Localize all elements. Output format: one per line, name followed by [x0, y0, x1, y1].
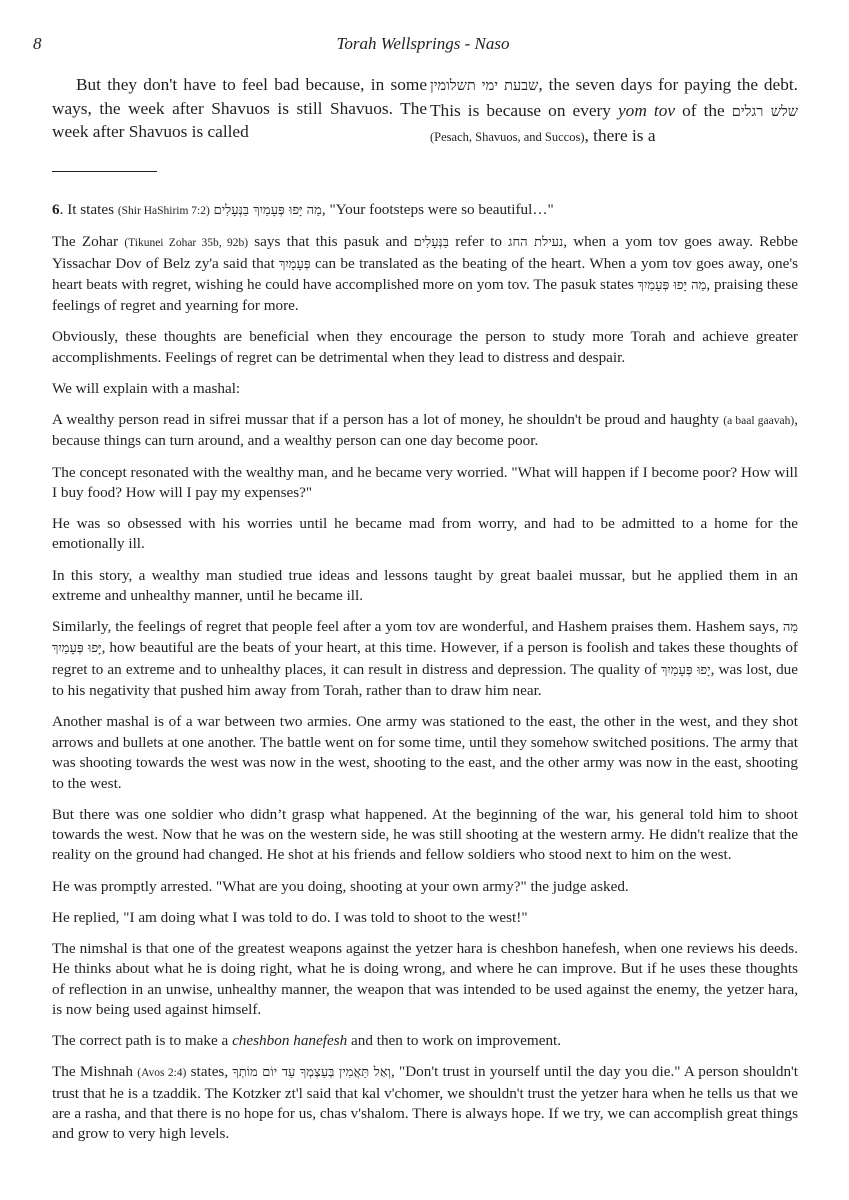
italic-text: yom tov — [618, 100, 676, 120]
hebrew-text: מַה יָּפוּ פְּעָמַיִךְ — [52, 620, 798, 657]
source-citation: (Tikunei Zohar 35b, 92b) — [124, 237, 249, 250]
footnote-separator — [52, 171, 157, 172]
footnote-paragraph: He was promptly arrested. "What are you doing, shooting at your own army?" the judge asked. — [52, 877, 629, 895]
text-run: refer to — [449, 233, 509, 251]
page-header — [33, 34, 813, 58]
text-run: , "Your footsteps were so beautiful…" — [321, 201, 554, 218]
hebrew-text: נעילת החג — [508, 235, 564, 251]
running-title: Torah Wellsprings - Naso — [336, 34, 510, 53]
footnote-paragraph — [52, 1031, 798, 1051]
italic-text: cheshbon hanefesh — [232, 1032, 348, 1050]
footnote-paragraph — [52, 1062, 798, 1145]
hebrew-text: שבעת ימי תשלומין — [430, 78, 539, 94]
text-run: , was lost, due to his negativity that pushed him away from Torah, rather than to draw him near. — [52, 660, 799, 700]
footnote-paragraph: We will explain with a mashal: — [52, 379, 241, 397]
hebrew-text: מַה יָּפוּ פְּעָמַיִךְ — [637, 277, 707, 293]
parenthetical: (Pesach, Shavuos, and Succos) — [430, 130, 585, 145]
footnote-paragraph: He was so obsessed with his worries until he became mad from worry, and had to be admitted to a home for the emotionally ill. — [52, 515, 798, 553]
source-citation: (Shir HaShirim 7:2) — [117, 205, 210, 217]
text-run: and then to work on improvement. — [347, 1032, 562, 1050]
text-run: can be translated as the beating of the heart. When a yom tov goes away, one's heart beats with regret, wishing he could have accomplished more on yom tov. The pasuk states — [52, 254, 798, 293]
footnote-paragraph: Obviously, these thoughts are beneficial when they encourage the person to study more Torah and achieve greater accomplishments. Feelings of regret can be detrimental when they lead to distress and despair. — [52, 328, 798, 366]
text-run: A wealthy person read in sifrei mussar that if a person has a lot of money, he shouldn't be proud and haughty — [52, 411, 724, 428]
footnote-number: 6 — [52, 201, 60, 218]
body-paragraph — [430, 73, 798, 150]
hebrew-text: בַּנְּעָלִים — [413, 235, 450, 251]
footnote-paragraph: Another mashal is of a war between two armies. One army was stationed to the east, the other in the west, and they shot arrows and bullets at one another. The battle went on for some time, until they somehow switched positions. The army that was shooting towards the west was now in the west, shooting to the east, and the other army was now in the east, shooting to the west. — [52, 713, 798, 792]
text-run: , "Don't trust in yourself until the day you die." A person shouldn't trust that he is a tzaddik. The Kotzker zt'l said that kal v'chomer, we shouldn't trust the yetzer hara when he tells us that we are a rasha, and that there is no hope for us, chas v'shalom. There is always hope. If we try, we can accomplish great things and grow to very high levels. — [52, 1063, 799, 1143]
footnote-paragraph — [52, 617, 798, 702]
text-run: . It states — [59, 201, 118, 218]
footnote-paragraph: The concept resonated with the wealthy man, and he became very worried. "What will happen if I become poor? How will I buy food? How will I pay my expenses?" — [52, 463, 798, 501]
footnote-paragraph: But there was one soldier who didn’t grasp what happened. At the beginning of the war, his general told him to shoot towards the west. Now that he was on the western side, he was still shooting at the western army. He didn't realize that the reality on the ground had changed. He shot at his friends and fellow soldiers who stood next to him on the west. — [52, 805, 798, 864]
text-run: The Zohar — [52, 233, 125, 251]
footnote-paragraph: The nimshal is that one of the greatest weapons against the yetzer hara is cheshbon hanefesh, when one reviews his deeds. He thinks about what he is doing right, what he is doing wrong, and where he can improve. But if he uses these thoughts of reflection in an unwise, unhealthy manner, the weapon that was intended to be used against the enemy, the yetzer hara, is now being used against himself. — [52, 939, 798, 1018]
body-paragraph: But they don't have to feel bad because, in some ways, the week after Shavuos is still Shavuos. The week after Shavuos is called — [52, 75, 427, 142]
hebrew-text: וְאַל תַּאֲמִין בְּעַצְמְךָ עַד יוֹם מוֹתְךָ — [232, 1065, 391, 1081]
text-run: , praising these feelings of regret and yearning for more. — [52, 275, 798, 315]
source-citation: (Avos 2:4) — [137, 1067, 187, 1080]
main-column-left — [52, 73, 427, 144]
footnote-paragraph: In this story, a wealthy man studied true ideas and lessons taught by great baalei mussar, but he applied them in an extreme and unhealthy manner, until he became ill. — [52, 566, 798, 604]
text-run: Similarly, the feelings of regret that people feel after a yom tov are wonderful, and Hashem praises them. Hashem says, — [52, 618, 783, 635]
text-run: , how beautiful are the beats of your heart, at this time. However, if a person is foolish and takes these thoughts of regret to an extreme and to unhealthy places, it can result in distress and depression. The quality of — [52, 639, 798, 678]
footnote-paragraph — [52, 410, 798, 452]
footnote-paragraph — [52, 232, 798, 317]
parenthetical: (a baal gaavah) — [723, 415, 795, 427]
text-run: , the seven days for paying the debt. This is because on every — [430, 75, 798, 120]
hebrew-text: פְּעָמַיִךְ — [279, 256, 311, 272]
footnote-block — [52, 200, 798, 1155]
text-run: , because things can turn around, and a wealthy person can one day become poor. — [52, 411, 798, 450]
text-run: The correct path is to make a — [52, 1032, 233, 1050]
main-column-right — [430, 73, 798, 150]
footnote-paragraph — [52, 200, 798, 221]
text-run: The Mishnah — [52, 1063, 138, 1081]
text-run: states, — [186, 1063, 233, 1081]
page-number: 8 — [33, 34, 42, 53]
text-run: , when a yom tov goes away. Rebbe Yissachar Dov of Belz zy'a said that — [52, 233, 799, 272]
text-run: says that this pasuk and — [248, 233, 414, 251]
hebrew-text: שלש רגלים — [731, 103, 799, 120]
text-run: , there is a — [584, 126, 656, 146]
hebrew-text: יָפוּ פְּעָמַיִךְ — [660, 662, 711, 678]
hebrew-text: מַה יָּפוּ פְּעָמַיִךְ בַּנְּעָלִים — [213, 203, 322, 218]
text-run: of the — [675, 100, 732, 120]
footnote-paragraph: He replied, "I am doing what I was told to do. I was told to shoot to the west!" — [52, 908, 528, 926]
